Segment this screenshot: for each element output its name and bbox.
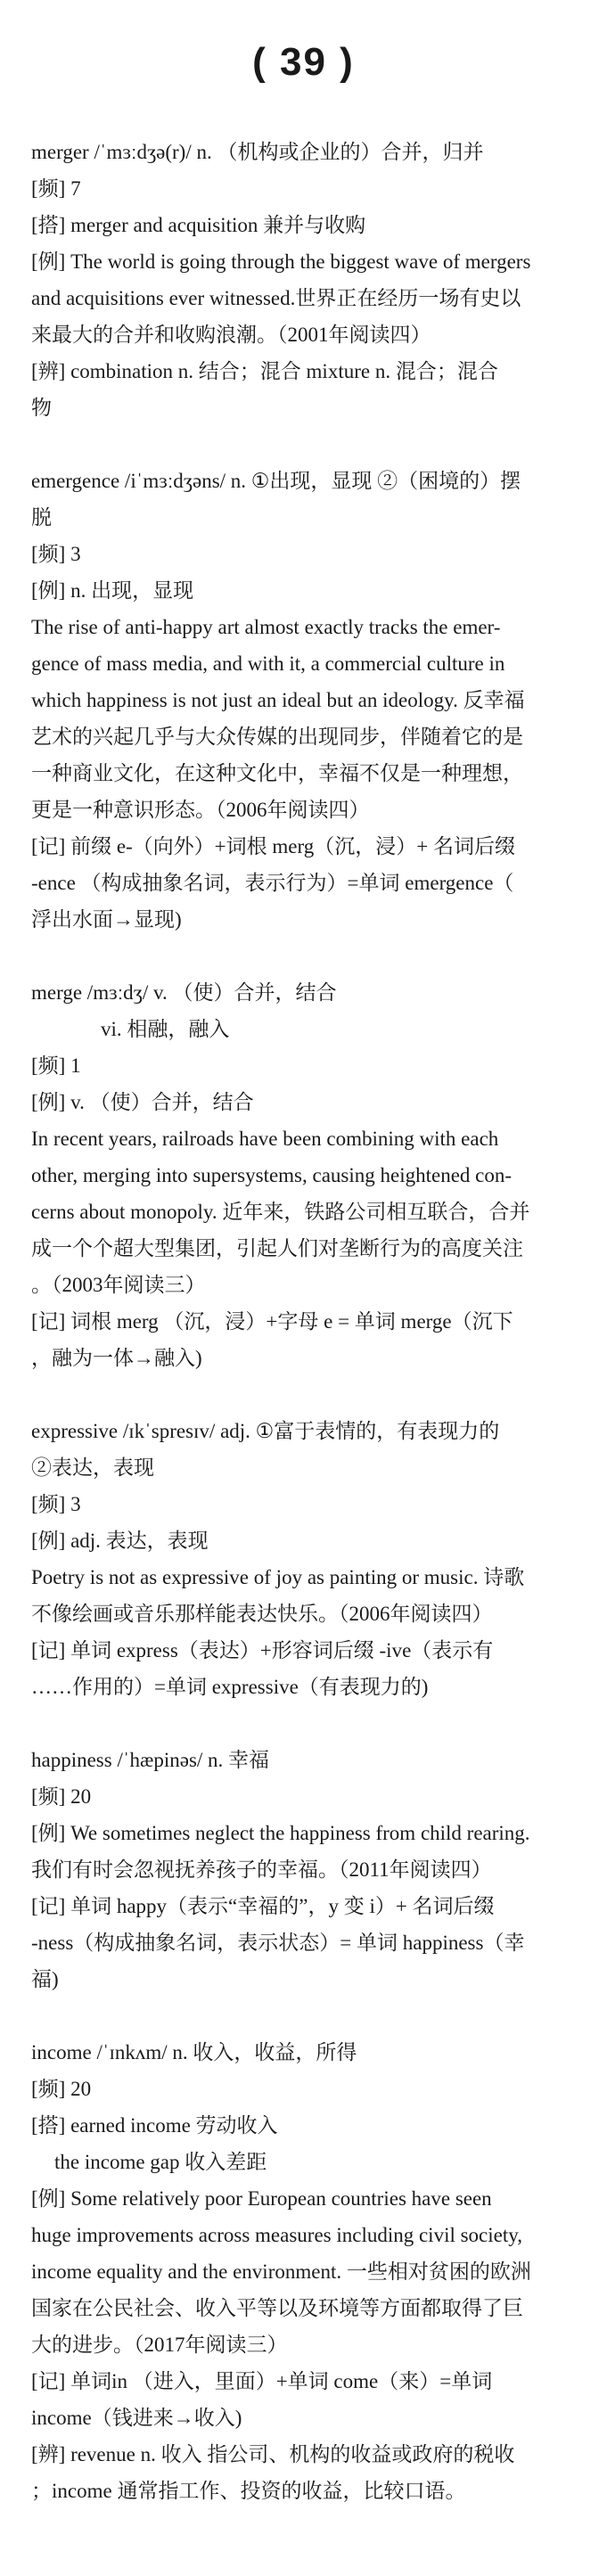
entry-text-line: [例] v. （使）合并，结合: [31, 1091, 254, 1113]
entry-merge: [31, 974, 577, 1376]
entry-text-line: [记] 单词in （进入，里面）+单词 come（来）=单词: [31, 2370, 493, 2392]
entry-text-line: The rise of anti-happy art almost exactly tracks the emer-: [31, 616, 501, 638]
entry-text-line: [例] adj. 表达，表现: [31, 1530, 209, 1552]
entry-headword-line: merger /ˈmɜːdʒə(r)/ n. （机构或企业的）合并，归并: [31, 141, 484, 163]
entry-text-line: the income gap 收入差距: [54, 2151, 267, 2173]
entry-headword-line: merge /mɜːdʒ/ v. （使）合并，结合: [31, 981, 337, 1004]
entry-text-line: income（钱进来→收入): [31, 2407, 242, 2429]
entry-text-line: vi. 相融，融入: [101, 1018, 230, 1040]
entry-text-line: 我们有时会忽视抚养孩子的幸福。（2011年阅读四）: [31, 1858, 492, 1881]
entry-text-line: cerns about monopoly. 近年来，铁路公司相互联合，合并: [31, 1201, 530, 1223]
entry-text-line: [频] 7: [31, 177, 81, 200]
entry-emergence: [31, 463, 577, 938]
entry-income: [31, 2034, 577, 2509]
entry-text-line: ②表达，表现: [31, 1456, 154, 1479]
entry-text-line: 浮出水面→显现): [31, 908, 182, 931]
entry-happiness: [31, 1742, 577, 1998]
entry-text-line: 不像绘画或音乐那样能表达快乐。（2006年阅读四）: [31, 1603, 493, 1625]
entry-text-line: 国家在公民社会、收入平等以及环境等方面都取得了巨: [31, 2297, 523, 2319]
entry-text-line: [例] Some relatively poor European countries have seen: [31, 2187, 492, 2210]
entry-text-line: 福): [31, 1968, 59, 1990]
entry-text-line: 艺术的兴起几乎与大众传媒的出现同步，伴随着它的是: [31, 726, 523, 748]
entry-headword-line: expressive /ɪkˈspresɪv/ adj. ①富于表情的，有表现力的: [31, 1420, 500, 1442]
entry-text-line: -ence （构成抽象名词，表示行为）=单词 emergence（: [31, 872, 514, 894]
entry-text-line: income equality and the environment. 一些相对贫困的欧洲: [31, 2260, 531, 2283]
entry-text-line: [频] 3: [31, 1493, 81, 1515]
entry-text-line: which happiness is not just an ideal but an ideology. 反幸福: [31, 689, 525, 711]
entry-text-line: [频] 3: [31, 543, 81, 565]
entry-text-line: ；income 通常指工作、投资的收益，比较口语。: [31, 2480, 466, 2502]
entry-text-line: [例] The world is going through the biggest wave of mergers: [31, 250, 531, 273]
entry-text-line: and acquisitions ever witnessed.世界正在经历一场有史以: [31, 287, 521, 309]
entry-text-line: 脱: [31, 506, 52, 529]
entry-text-line: 更是一种意识形态。（2006年阅读四）: [31, 799, 370, 821]
entry-text-line: ……作用的）=单词 expressive（有表现力的): [31, 1676, 429, 1698]
entry-text-line: In recent years, railroads have been combining with each: [31, 1128, 499, 1150]
entry-text-line: other, merging into supersystems, causing heightened con-: [31, 1164, 513, 1186]
entry-text-line: 成一个个超大型集团，引起人们对垄断行为的高度关注: [31, 1237, 523, 1259]
entry-text-line: [辨] revenue n. 收入 指公司、机构的收益或政府的税收: [31, 2443, 515, 2465]
entry-text-line: [记] 单词 express（表达）+形容词后缀 -ive（表示有: [31, 1639, 494, 1661]
entry-headword-line: happiness /ˈhæpinəs/ n. 幸福: [31, 1749, 270, 1771]
entry-text-line: [频] 20: [31, 1785, 92, 1808]
entry-text-line: 。（2003年阅读三）: [31, 1274, 206, 1296]
entry-text-line: 来最大的合并和收购浪潮。（2001年阅读四）: [31, 324, 431, 346]
entry-text-line: [记] 前缀 e-（向外）+词根 merg（沉，浸）+ 名词后缀: [31, 835, 515, 857]
entry-headword-line: emergence /iˈmɜːdʒəns/ n. ①出现，显现 ②（困境的）摆: [31, 470, 521, 492]
entry-headword-line: income /ˈɪnkʌm/ n. 收入，收益，所得: [31, 2041, 357, 2063]
entry-text-line: ，融为一体→融入): [31, 1347, 202, 1369]
entry-text-line: [记] 单词 happy（表示“幸福的”，y 变 i）+ 名词后缀: [31, 1895, 495, 1917]
entry-text-line: [搭] earned income 劳动收入: [31, 2114, 278, 2137]
entry-text-line: [例] We sometimes neglect the happiness from child rearing.: [31, 1822, 530, 1844]
entry-text-line: 一种商业文化，在这种文化中，幸福不仅是一种理想，: [31, 762, 523, 784]
entry-merger: [31, 134, 577, 426]
entry-text-line: 大的进步。（2017年阅读三）: [31, 2334, 288, 2356]
entry-text-line: huge improvements across measures including civil society,: [31, 2224, 523, 2246]
entry-text-line: [搭] merger and acquisition 兼并与收购: [31, 214, 366, 236]
entry-text-line: -ness（构成抽象名词，表示状态）= 单词 happiness（幸: [31, 1932, 525, 1954]
entry-text-line: 物: [31, 397, 52, 419]
entry-text-line: Poetry is not as expressive of joy as painting or music. 诗歌: [31, 1566, 525, 1588]
entry-text-line: gence of mass media, and with it, a commercial culture in: [31, 652, 505, 675]
entry-text-line: [频] 1: [31, 1054, 81, 1077]
entry-text-line: [例] n. 出现，显现: [31, 579, 194, 602]
page-number: ( 39 ): [252, 40, 355, 84]
entry-expressive: [31, 1413, 577, 1705]
vocabulary-entry-list: [31, 134, 577, 2509]
entry-text-line: [频] 20: [31, 2078, 92, 2100]
entry-text-line: [记] 词根 merg （沉，浸）+字母 e = 单词 merge（沉下: [31, 1310, 513, 1333]
entry-text-line: [辨] combination n. 结合；混合 mixture n. 混合；混合: [31, 360, 498, 382]
